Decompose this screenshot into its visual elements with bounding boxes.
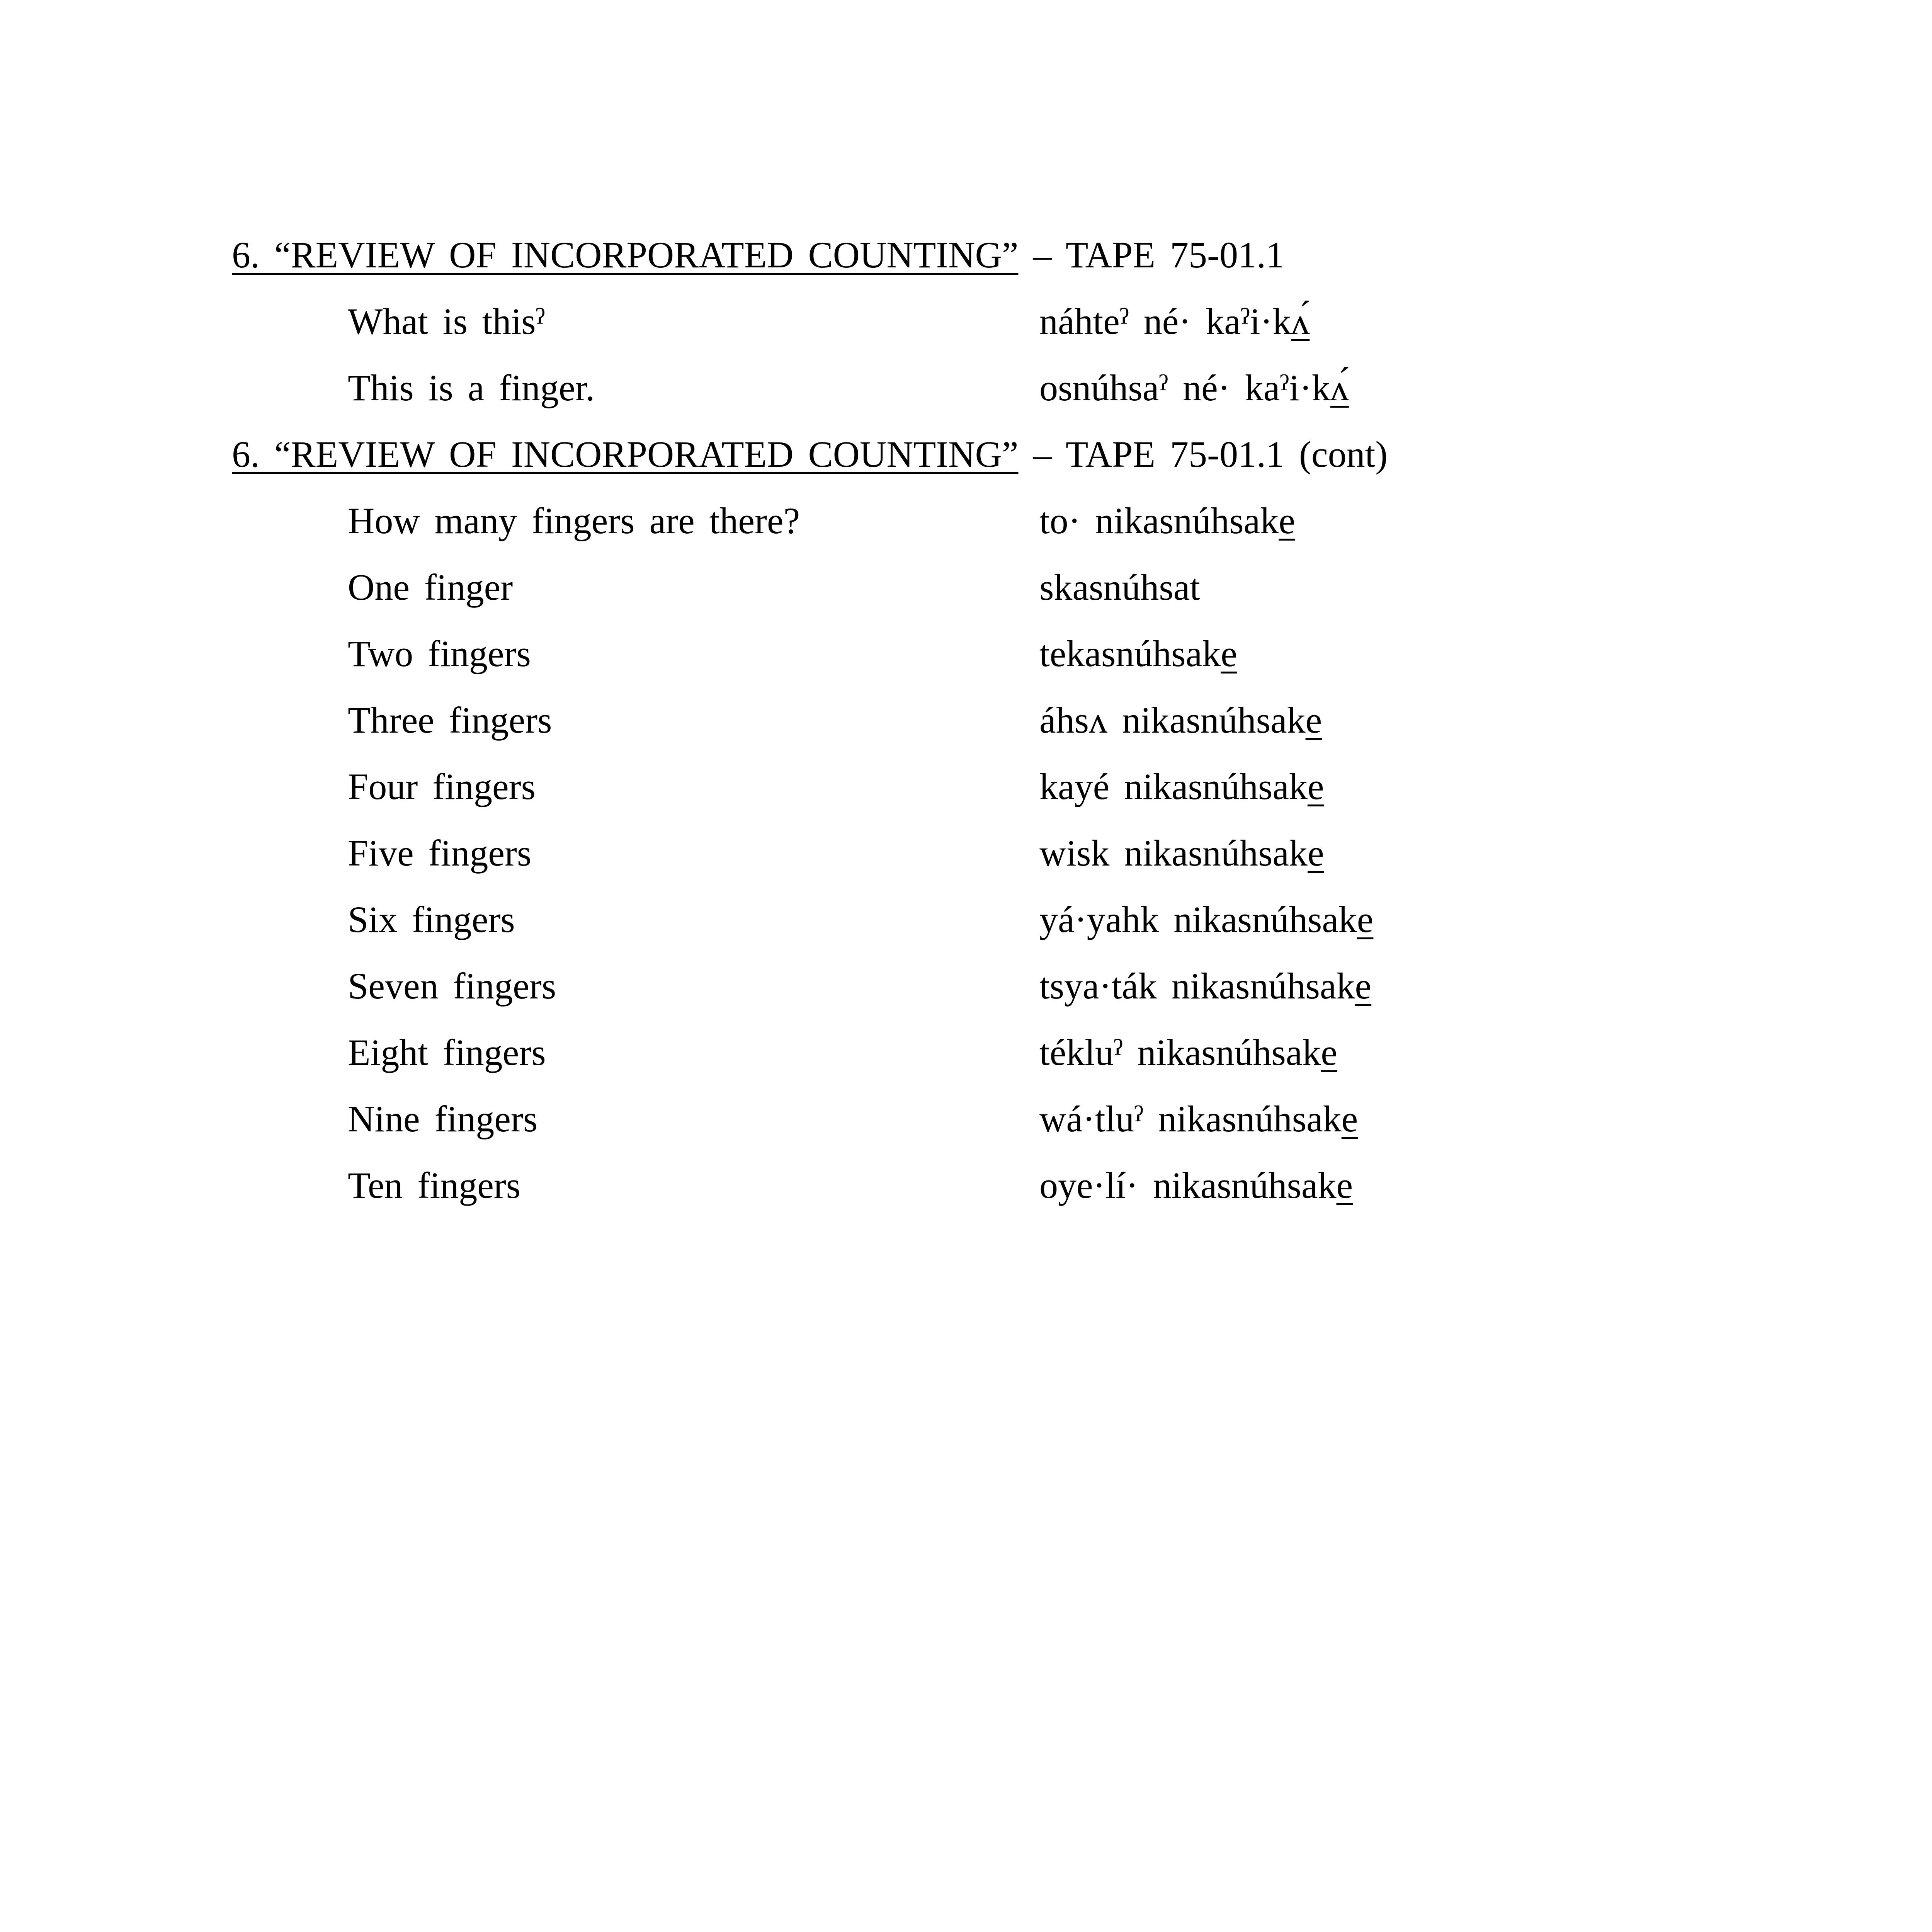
vocab-row: [0, 896, 1932, 943]
native-phrase: oye·lí· nikasnúhsake: [1039, 1165, 1353, 1206]
vocab-row: [0, 631, 1932, 677]
vocab-row: [0, 298, 1932, 345]
english-phrase: How many fingers are there?: [348, 500, 800, 541]
native-phrase: skasnúhsat: [1039, 566, 1200, 608]
english-phrase: Ten fingers: [348, 1165, 521, 1206]
native-phrase: wisk nikasnúhsake: [1039, 832, 1324, 874]
vocab-row: [0, 1029, 1932, 1076]
native-phrase: tekasnúhsake: [1039, 633, 1237, 674]
vocab-row: [0, 1162, 1932, 1209]
english-phrase: Three fingers: [348, 699, 552, 741]
english-phrase: Seven fingers: [348, 965, 556, 1007]
section-title: 6. “REVIEW OF INCORPORATED COUNTING”: [232, 234, 1019, 276]
english-phrase: Eight fingers: [348, 1032, 546, 1073]
english-phrase: Six fingers: [348, 899, 515, 940]
native-phrase: osnúhsaˀ né· kaˀi·kʌ́: [1039, 367, 1349, 408]
section-heading-1: [232, 232, 1284, 278]
native-phrase: kayé nikasnúhsake: [1039, 766, 1324, 807]
tape-label: – TAPE 75-01.1 (cont): [1018, 434, 1388, 475]
native-phrase: náhteˀ né· kaˀi·kʌ́: [1039, 301, 1310, 342]
english-phrase: This is a finger.: [348, 367, 595, 408]
native-phrase: to· nikasnúhsake: [1039, 500, 1295, 541]
native-phrase: wá·tluˀ nikasnúhsake: [1039, 1098, 1358, 1139]
vocab-row: [0, 498, 1932, 544]
native-phrase: tékluˀ nikasnúhsake: [1039, 1032, 1337, 1073]
native-phrase: áhsʌ nikasnúhsake: [1039, 699, 1322, 741]
section-heading-2: [232, 431, 1388, 478]
vocab-row: [0, 1096, 1932, 1142]
tape-label: – TAPE 75-01.1: [1018, 234, 1284, 276]
vocab-row: [0, 830, 1932, 876]
section-title: 6. “REVIEW OF INCORPORATED COUNTING”: [232, 434, 1019, 475]
vocab-row: [0, 365, 1932, 411]
native-phrase: tsya·ták nikasnúhsake: [1039, 965, 1372, 1007]
english-phrase: Nine fingers: [348, 1098, 538, 1139]
vocab-row: [0, 564, 1932, 611]
vocab-row: [0, 963, 1932, 1009]
english-phrase: Two fingers: [348, 633, 531, 674]
native-phrase: yá·yahk nikasnúhsake: [1039, 899, 1374, 940]
english-phrase: Five fingers: [348, 832, 532, 874]
english-phrase: What is thisˀ: [348, 301, 545, 342]
vocab-row: [0, 697, 1932, 743]
english-phrase: Four fingers: [348, 766, 536, 807]
vocab-row: [0, 764, 1932, 810]
english-phrase: One finger: [348, 566, 513, 608]
